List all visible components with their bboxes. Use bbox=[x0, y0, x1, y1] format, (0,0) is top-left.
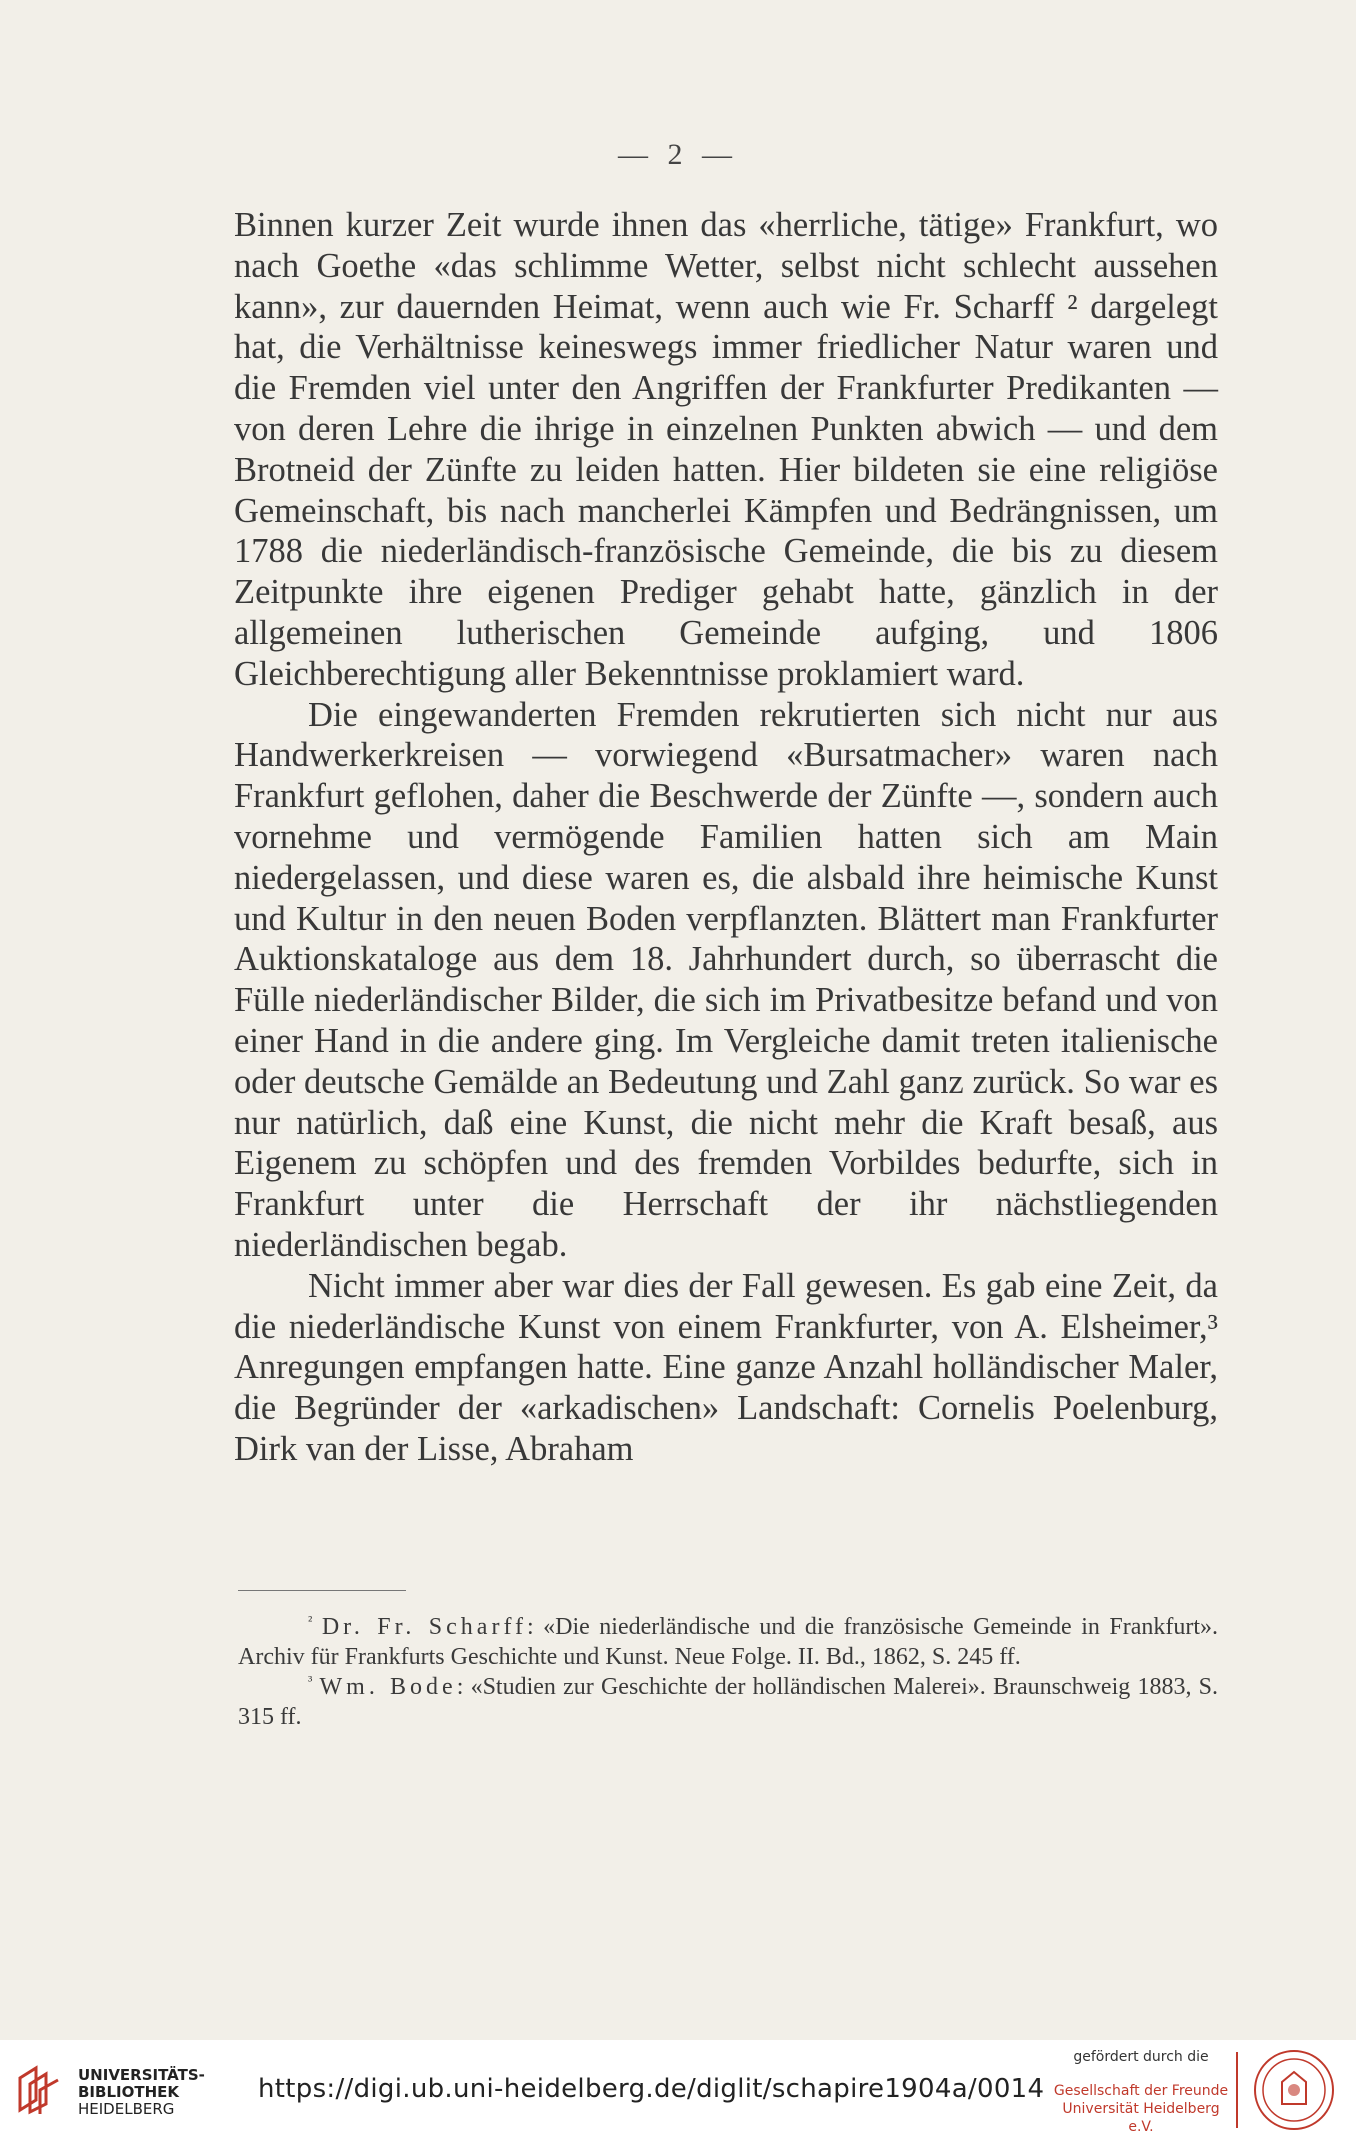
footnote-2 bbox=[238, 1612, 1218, 1672]
footnote-3 bbox=[238, 1672, 1218, 1732]
footnote-2-text: : «Die niederländische und die französische Gemeinde in Frankfurt». Archiv für Frankfurts Geschichte und Kunst. Neue Folge. II. Bd., 1862, S. 245 ff. bbox=[238, 1614, 1218, 1670]
library-name bbox=[78, 2067, 205, 2118]
footnote-2-author: Dr. Fr. Scharff bbox=[321, 1614, 527, 1640]
sponsor-divider bbox=[1236, 2052, 1238, 2128]
sponsor-org-line-1: Gesellschaft der Freunde bbox=[1053, 2083, 1229, 2099]
footnote-3-mark: ³ bbox=[308, 1673, 313, 1690]
university-seal-icon bbox=[1252, 2048, 1336, 2132]
library-line-1: UNIVERSITÄTS- bbox=[78, 2066, 205, 2084]
sponsor-block bbox=[1052, 2048, 1230, 2136]
page-number: — 2 — bbox=[618, 138, 738, 171]
paragraph-1: Binnen kurzer Zeit wurde ihnen das «herrliche, tätige» Frankfurt, wo nach Goethe «das schlimme Wetter, selbst nicht schlecht aussehen kann», zur dauernden Heimat, wenn auch wie Fr. Scharff ² dargelegt hat, die Verhältnisse keineswegs immer friedlicher Natur waren und die Fremden viel unter den Angriffen der Frankfurter Predikanten — von deren Lehre die ihrige in einzelnen Punkten abwich — und dem Brotneid der Zünfte zu leiden hatten. Hier bildeten sie eine religiöse Gemeinschaft, bis nach mancherlei Kämpfen und Bedrängnissen, um 1788 die niederländisch-französische Gemeinde, die bis zu diesem Zeitpunkte ihre eigenen Prediger gehabt hatte, gänzlich in der allgemeinen lutherischen Gemeinde aufging, und 1806 Gleichberechtigung aller Bekenntnisse proklamiert ward. bbox=[234, 206, 1218, 693]
footnotes bbox=[238, 1612, 1218, 1732]
footnote-3-text: : «Studien zur Geschichte der holländischen Malerei». Braunschweig 1883, S. 315 ff. bbox=[238, 1674, 1219, 1730]
footnote-2-mark: ² bbox=[308, 1613, 313, 1630]
sponsor-label: gefördert durch die bbox=[1073, 2049, 1209, 2065]
footer-bar bbox=[0, 2040, 1356, 2139]
body-text bbox=[234, 205, 1218, 1470]
permalink-url[interactable]: https://digi.ub.uni-heidelberg.de/diglit/schapire1904a/0014 bbox=[258, 2074, 1045, 2104]
sponsor-org-line-2: Universität Heidelberg e.V. bbox=[1062, 2101, 1220, 2135]
library-line-3: HEIDELBERG bbox=[78, 2100, 175, 2118]
paragraph-2: Die eingewanderten Fremden rekrutierten sich nicht nur aus Handwerkerkreisen — vorwiegend «Bursatmacher» waren nach Frankfurt geflohen, daher die Beschwerde der Zünfte —, sondern auch vornehme und vermögende Familien hatten sich am Main niedergelassen, und diese waren es, die alsbald ihre heimische Kunst und Kultur in den neuen Boden verpflanzten. Blättert man Frankfurter Auktionskataloge aus dem 18. Jahrhundert durch, so überrascht die Fülle niederländischer Bilder, die sich im Privatbesitze befand und von einer Hand in die andere ging. Im Vergleiche damit treten italienische oder deutsche Gemälde an Bedeutung und Zahl ganz zurück. So war es nur natürlich, daß eine Kunst, die nicht mehr die Kraft besaß, aus Eigenem zu schöpfen und des fremden Vorbildes bedurfte, sich in Frankfurt unter die Herrschaft der ihr nächstliegenden niederländischen begab. bbox=[234, 695, 1218, 1264]
paragraph-3: Nicht immer aber war dies der Fall gewesen. Es gab eine Zeit, da die niederländische Kunst von einem Frankfurter, von A. Elsheimer,³ Anregungen empfangen hatte. Eine ganze Anzahl holländischer Maler, die Begründer der «arkadischen» Landschaft: Cornelis Poelenburg, Dirk van der Lisse, Abraham bbox=[234, 1266, 1218, 1468]
library-line-2: BIBLIOTHEK bbox=[78, 2083, 179, 2101]
footnote-rule bbox=[238, 1590, 406, 1591]
footnote-3-author: Wm. Bode bbox=[319, 1674, 457, 1700]
ub-heidelberg-logo-icon bbox=[14, 2064, 66, 2116]
